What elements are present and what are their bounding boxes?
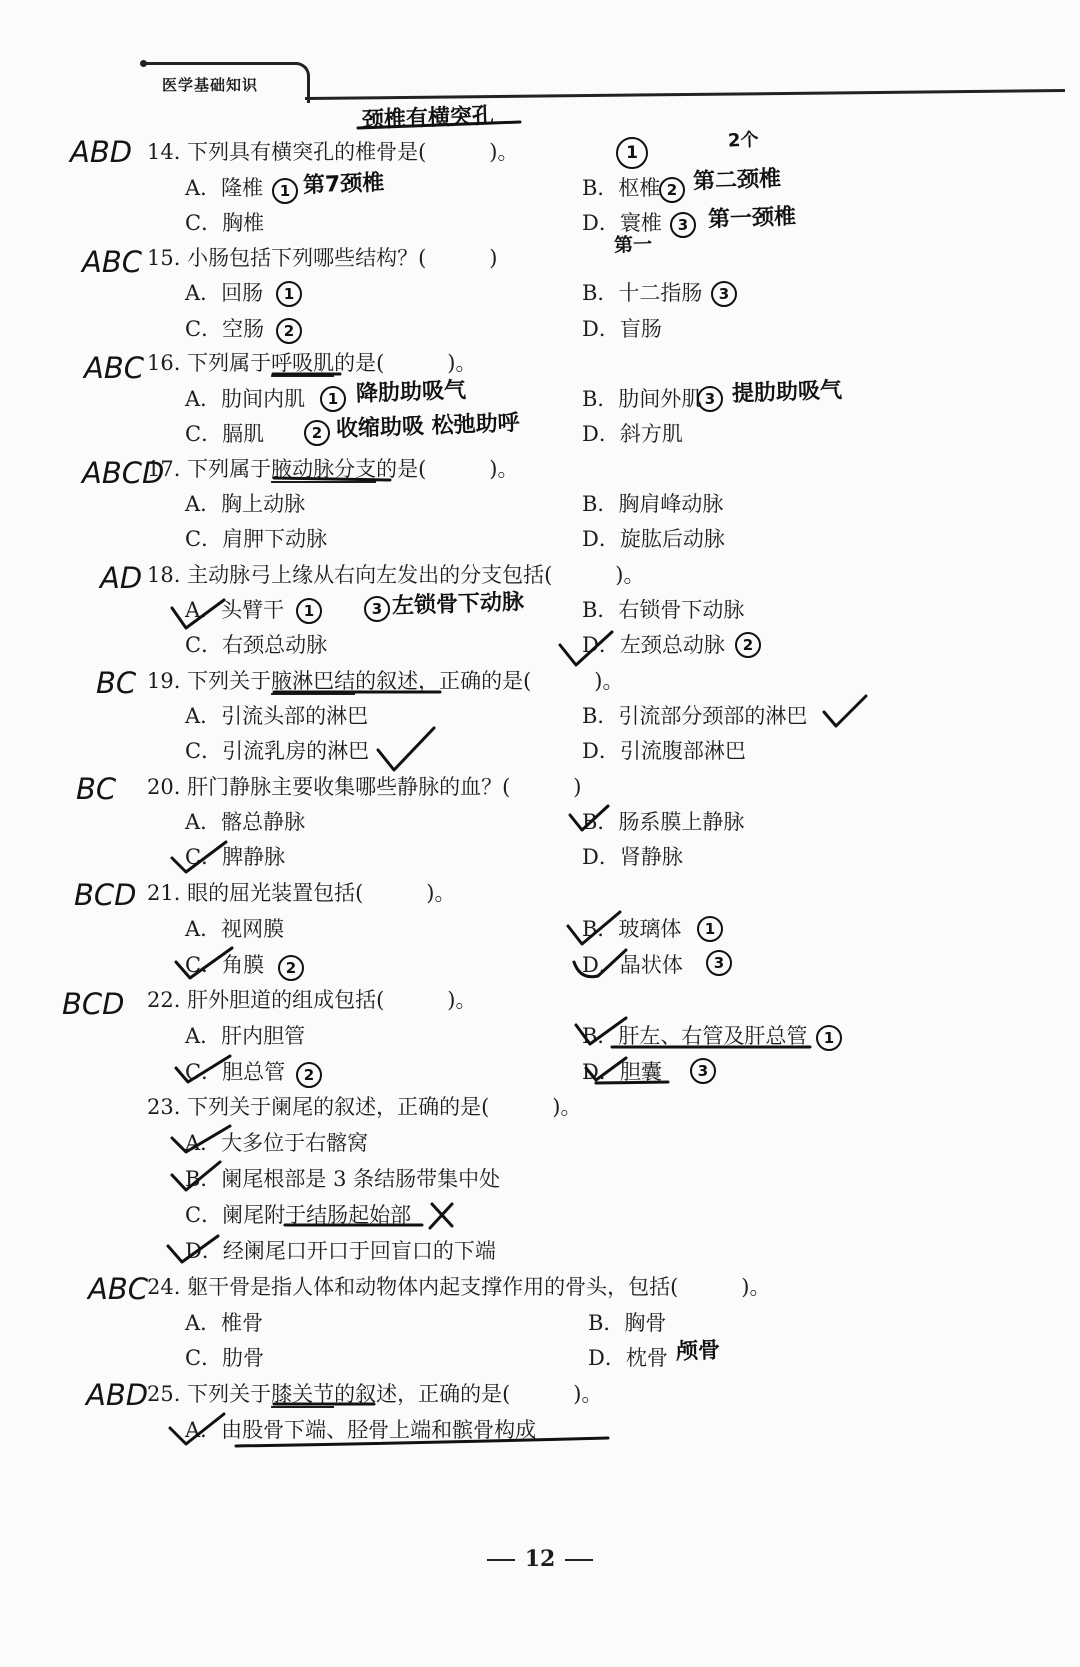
circled-number: 3 <box>364 596 390 622</box>
option-q14-a: A．隆椎 <box>185 176 264 200</box>
question-stem-q14: 14. 下列具有横突孔的椎骨是( )。 <box>147 140 519 164</box>
circled-number: 3 <box>706 950 732 976</box>
note-q16-c: 收缩助吸 松弛助呼 <box>335 410 521 443</box>
answer-mark-q25: ABD <box>86 1378 149 1412</box>
option-q15-a: A．回肠 <box>185 281 264 305</box>
circled-number: 3 <box>670 212 696 238</box>
note-q14-a: 第7颈椎 <box>302 170 385 199</box>
circled-number: 2 <box>276 318 302 344</box>
option-q21-b: B．玻璃体 <box>582 917 682 941</box>
cross-q23-c <box>430 1204 452 1228</box>
circled-number: 2 <box>278 955 304 981</box>
option-q22-b: B．肝左、右管及肝总管 <box>582 1024 808 1048</box>
answer-mark-q16: ABC <box>84 351 144 385</box>
check-q19-b <box>824 696 866 726</box>
option-q23-a: A．大多位于右髂窝 <box>185 1131 369 1155</box>
option-q18-a: A．头臂干 <box>185 598 285 622</box>
answer-mark-q20: BC <box>76 772 117 806</box>
header-title: 医学基础知识 <box>162 76 259 94</box>
option-q22-c: C．胆总管 <box>185 1060 286 1084</box>
question-stem-q16: 16. 下列属于呼吸肌的是( )。 <box>147 351 477 375</box>
option-q15-c: C．空肠 <box>185 317 265 341</box>
option-q16-a: A．肋间内肌 <box>185 387 306 411</box>
question-stem-q24: 24. 躯干骨是指人体和动物体内起支撑作用的骨头，包括( )。 <box>147 1275 771 1299</box>
page-number: 12 <box>524 1546 556 1572</box>
note-q14-b: 第二颈椎 <box>692 166 782 195</box>
circled-number: 1 <box>816 1025 842 1051</box>
note-q18-extra: 左锁骨下动脉 <box>391 589 525 620</box>
check-q19-c <box>378 728 434 770</box>
circled-number: 2 <box>304 420 330 446</box>
option-q21-c: C．角膜 <box>185 953 265 977</box>
circled-number: 1 <box>616 137 648 169</box>
option-q22-d: D．胆囊 <box>582 1060 662 1084</box>
option-q19-a: A．引流头部的淋巴 <box>185 704 369 728</box>
option-q16-d: D．斜方肌 <box>582 422 683 446</box>
answer-mark-q18: AD <box>100 561 143 595</box>
note-q14-d: 第一颈椎 <box>707 204 797 233</box>
option-q22-a: A．肝内胆管 <box>185 1024 306 1048</box>
question-stem-q22: 22. 肝外胆道的组成包括( )。 <box>147 988 477 1012</box>
answer-mark-q21: BCD <box>74 878 137 912</box>
option-q24-c: C．肋骨 <box>185 1346 265 1370</box>
option-q14-c: C．胸椎 <box>185 211 265 235</box>
circled-number: 3 <box>697 386 723 412</box>
option-q16-c: C．膈肌 <box>185 422 265 446</box>
option-q19-d: D．引流腹部淋巴 <box>582 739 746 763</box>
note-q14-top: 颈椎有横突孔 <box>361 103 495 134</box>
answer-mark-q24: ABC <box>88 1272 148 1306</box>
question-stem-q25: 25. 下列关于膝关节的叙述，正确的是( )。 <box>147 1382 603 1406</box>
circled-number: 1 <box>296 598 322 624</box>
answer-mark-q17: ABCD <box>82 456 165 490</box>
option-q18-c: C．右颈总动脉 <box>185 633 328 657</box>
option-q15-d: D．盲肠 <box>582 317 662 341</box>
answer-mark-q19: BC <box>96 666 137 700</box>
option-q14-d: D．寰椎 <box>582 211 662 235</box>
answer-mark-q14: ABD <box>70 135 133 169</box>
option-q23-d: D．经阑尾口开口于回盲口的下端 <box>185 1239 496 1263</box>
question-stem-q15: 15. 小肠包括下列哪些结构？( ) <box>147 246 498 270</box>
circled-number: 1 <box>272 178 298 204</box>
option-q17-a: A．胸上动脉 <box>185 492 306 516</box>
circled-number: 1 <box>697 916 723 942</box>
option-q17-b: B．胸肩峰动脉 <box>582 492 724 516</box>
option-q19-b: B．引流部分颈部的淋巴 <box>582 704 808 728</box>
option-q21-d: D．晶状体 <box>582 953 683 977</box>
circled-number: 1 <box>320 386 346 412</box>
circled-number: 3 <box>690 1058 716 1084</box>
option-q24-b: B．胸骨 <box>588 1311 667 1335</box>
answer-mark-q22: BCD <box>62 987 125 1021</box>
option-q14-b: B．枢椎 <box>582 176 661 200</box>
question-stem-q19: 19. 下列关于腋淋巴结的叙述，正确的是( )。 <box>147 669 624 693</box>
option-q24-a: A．椎骨 <box>185 1311 264 1335</box>
option-q23-c: C．阑尾附于结肠起始部 <box>185 1203 412 1227</box>
circled-number: 1 <box>276 281 302 307</box>
question-stem-q21: 21. 眼的屈光装置包括( )。 <box>147 881 456 905</box>
option-q20-a: A．髂总静脉 <box>185 810 306 834</box>
option-q20-d: D．肾静脉 <box>582 845 683 869</box>
option-q19-c: C．引流乳房的淋巴 <box>185 739 370 763</box>
note-q14-d-extra: 第一 <box>613 233 653 257</box>
footer-dash-right <box>565 1559 593 1561</box>
option-q24-d: D．枕骨 <box>588 1346 668 1370</box>
option-q25-a: A．由股骨下端、胫骨上端和髌骨构成 <box>185 1418 537 1442</box>
question-stem-q18: 18. 主动脉弓上缘从右向左发出的分支包括( )。 <box>147 563 645 587</box>
option-q20-c: C．脾静脉 <box>185 845 286 869</box>
option-q20-b: B．肠系膜上静脉 <box>582 810 745 834</box>
note-q16-a: 降肋助吸气 <box>355 378 467 407</box>
option-q18-b: B．右锁骨下动脉 <box>582 598 745 622</box>
option-q16-b: B．肋间外肌 <box>582 387 703 411</box>
answer-mark-q15: ABC <box>82 245 142 279</box>
question-stem-q20: 20. 肝门静脉主要收集哪些静脉的血？( ) <box>147 775 582 799</box>
header-rule <box>305 89 1065 100</box>
option-q15-b: B．十二指肠 <box>582 281 703 305</box>
circled-number: 3 <box>711 281 737 307</box>
circled-number: 2 <box>296 1062 322 1088</box>
option-q23-b: B．阑尾根部是 3 条结肠带集中处 <box>185 1167 501 1191</box>
circled-number: 2 <box>659 177 685 203</box>
option-q17-d: D．旋肱后动脉 <box>582 527 725 551</box>
page-footer <box>0 1546 1080 1572</box>
footer-dash-left <box>487 1559 515 1561</box>
option-q21-a: A．视网膜 <box>185 917 285 941</box>
option-q17-c: C．肩胛下动脉 <box>185 527 328 551</box>
question-stem-q17: 17. 下列属于腋动脉分支的是( )。 <box>147 457 519 481</box>
note-q24-d: 颅骨 <box>675 1338 721 1365</box>
option-q18-d: D．左颈总动脉 <box>582 633 725 657</box>
note-q14-count: 2个 <box>727 129 759 152</box>
circled-number: 2 <box>735 632 761 658</box>
question-stem-q23: 23. 下列关于阑尾的叙述，正确的是( )。 <box>147 1095 582 1119</box>
note-q16-b: 提肋助吸气 <box>731 378 843 407</box>
